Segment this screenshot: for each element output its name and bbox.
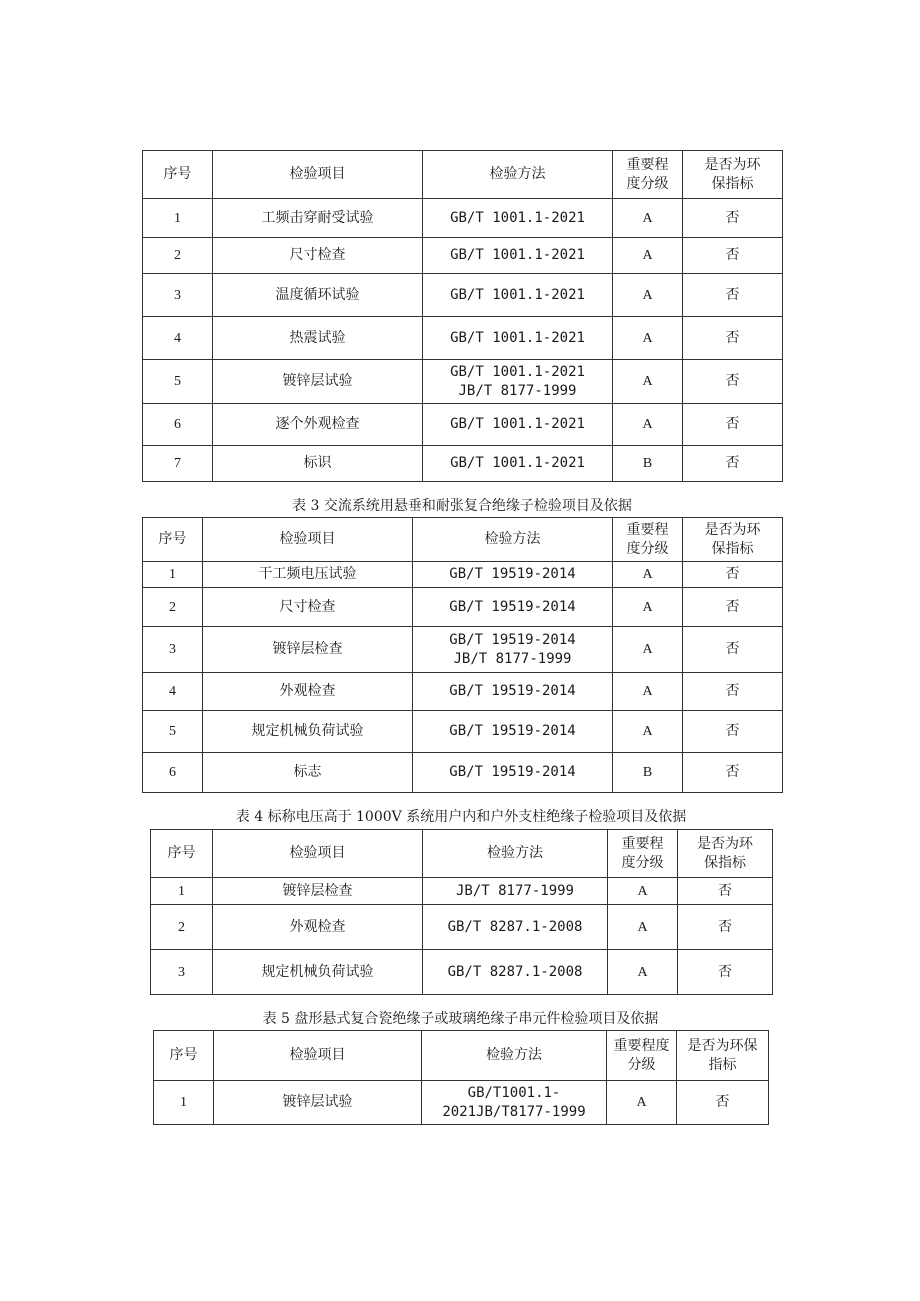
cell-method: JB/T 8177-1999 bbox=[423, 878, 608, 905]
header-importance: 重要程度 分级 bbox=[607, 1031, 677, 1081]
table-row bbox=[143, 317, 783, 360]
header-item: 检验项目 bbox=[213, 830, 423, 878]
cell-env: 否 bbox=[683, 238, 783, 274]
table-row bbox=[143, 238, 783, 274]
header-item: 检验项目 bbox=[203, 518, 413, 562]
cell-seq: 3 bbox=[143, 274, 213, 317]
header-importance: 重要程 度分级 bbox=[613, 518, 683, 562]
cell-env: 否 bbox=[683, 673, 783, 711]
table-header-row bbox=[143, 518, 783, 562]
cell-grade: A bbox=[613, 360, 683, 404]
cell-item: 热震试验 bbox=[213, 317, 423, 360]
cell-seq: 6 bbox=[143, 404, 213, 446]
cell-grade: A bbox=[613, 199, 683, 238]
cell-seq: 1 bbox=[151, 878, 213, 905]
cell-seq: 2 bbox=[143, 588, 203, 627]
table-5-caption: 表 5 盘形悬式复合瓷绝缘子或玻璃绝缘子串元件检验项目及依据 bbox=[262, 1011, 659, 1027]
cell-method: GB/T1001.1- 2021JB/T8177-1999 bbox=[422, 1081, 607, 1125]
inspection-table-3 bbox=[142, 517, 783, 793]
cell-seq: 2 bbox=[151, 905, 213, 950]
cell-seq: 3 bbox=[143, 627, 203, 673]
cell-method: GB/T 8287.1-2008 bbox=[423, 905, 608, 950]
cell-seq: 7 bbox=[143, 446, 213, 482]
table-row bbox=[143, 360, 783, 404]
cell-method: GB/T 19519-2014 bbox=[413, 711, 613, 753]
cell-grade: B bbox=[613, 446, 683, 482]
cell-grade: A bbox=[613, 627, 683, 673]
table-row bbox=[151, 878, 773, 905]
header-env: 是否为环 保指标 bbox=[683, 518, 783, 562]
cell-method: GB/T 8287.1-2008 bbox=[423, 950, 608, 995]
cell-item: 标识 bbox=[213, 446, 423, 482]
cell-env: 否 bbox=[683, 404, 783, 446]
cell-seq: 6 bbox=[143, 753, 203, 793]
cell-item: 镀锌层试验 bbox=[213, 360, 423, 404]
cell-env: 否 bbox=[677, 1081, 769, 1125]
cell-seq: 4 bbox=[143, 317, 213, 360]
table-row bbox=[154, 1081, 769, 1125]
cell-method: GB/T 19519-2014 JB/T 8177-1999 bbox=[413, 627, 613, 673]
cell-env: 否 bbox=[683, 562, 783, 588]
inspection-table-5 bbox=[153, 1030, 769, 1125]
cell-grade: A bbox=[613, 562, 683, 588]
cell-grade: A bbox=[607, 1081, 677, 1125]
table-row bbox=[143, 446, 783, 482]
header-importance: 重要程 度分级 bbox=[613, 151, 683, 199]
cell-grade: A bbox=[608, 905, 678, 950]
cell-method: GB/T 19519-2014 bbox=[413, 562, 613, 588]
cell-method: GB/T 19519-2014 bbox=[413, 753, 613, 793]
cell-env: 否 bbox=[683, 753, 783, 793]
header-seq: 序号 bbox=[154, 1031, 214, 1081]
cell-seq: 1 bbox=[143, 199, 213, 238]
table-row bbox=[143, 274, 783, 317]
table-row bbox=[151, 905, 773, 950]
cell-grade: A bbox=[608, 878, 678, 905]
cell-method: GB/T 1001.1-2021 bbox=[423, 404, 613, 446]
cell-grade: B bbox=[613, 753, 683, 793]
cell-item: 规定机械负荷试验 bbox=[203, 711, 413, 753]
cell-env: 否 bbox=[683, 317, 783, 360]
header-seq: 序号 bbox=[151, 830, 213, 878]
cell-item: 外观检查 bbox=[203, 673, 413, 711]
cell-grade: A bbox=[613, 673, 683, 711]
table-3-caption: 表 3 交流系统用悬垂和耐张复合绝缘子检验项目及依据 bbox=[292, 498, 632, 514]
cell-seq: 2 bbox=[143, 238, 213, 274]
cell-env: 否 bbox=[683, 588, 783, 627]
table-row bbox=[143, 711, 783, 753]
table-row bbox=[143, 673, 783, 711]
cell-item: 外观检查 bbox=[213, 905, 423, 950]
cell-seq: 1 bbox=[154, 1081, 214, 1125]
cell-env: 否 bbox=[683, 360, 783, 404]
cell-env: 否 bbox=[683, 199, 783, 238]
table-row bbox=[151, 950, 773, 995]
cell-seq: 3 bbox=[151, 950, 213, 995]
cell-item: 镀锌层检查 bbox=[203, 627, 413, 673]
table-row bbox=[143, 753, 783, 793]
table-header-row bbox=[151, 830, 773, 878]
header-method: 检验方法 bbox=[413, 518, 613, 562]
cell-method: GB/T 1001.1-2021 JB/T 8177-1999 bbox=[423, 360, 613, 404]
cell-grade: A bbox=[613, 404, 683, 446]
header-seq: 序号 bbox=[143, 518, 203, 562]
cell-seq: 1 bbox=[143, 562, 203, 588]
cell-item: 温度循环试验 bbox=[213, 274, 423, 317]
cell-item: 干工频电压试验 bbox=[203, 562, 413, 588]
table-row bbox=[143, 627, 783, 673]
cell-grade: A bbox=[613, 238, 683, 274]
header-env: 是否为环保 指标 bbox=[677, 1031, 769, 1081]
cell-env: 否 bbox=[683, 711, 783, 753]
cell-seq: 5 bbox=[143, 360, 213, 404]
cell-item: 镀锌层检查 bbox=[213, 878, 423, 905]
cell-seq: 5 bbox=[143, 711, 203, 753]
header-method: 检验方法 bbox=[423, 830, 608, 878]
cell-env: 否 bbox=[678, 950, 773, 995]
cell-env: 否 bbox=[683, 274, 783, 317]
cell-method: GB/T 19519-2014 bbox=[413, 673, 613, 711]
cell-grade: A bbox=[608, 950, 678, 995]
cell-method: GB/T 1001.1-2021 bbox=[423, 317, 613, 360]
cell-item: 规定机械负荷试验 bbox=[213, 950, 423, 995]
cell-grade: A bbox=[613, 588, 683, 627]
cell-item: 逐个外观检查 bbox=[213, 404, 423, 446]
cell-item: 尺寸检查 bbox=[203, 588, 413, 627]
header-env: 是否为环 保指标 bbox=[678, 830, 773, 878]
table-row bbox=[143, 588, 783, 627]
header-seq: 序号 bbox=[143, 151, 213, 199]
header-env: 是否为环 保指标 bbox=[683, 151, 783, 199]
cell-item: 镀锌层试验 bbox=[214, 1081, 422, 1125]
cell-env: 否 bbox=[683, 627, 783, 673]
header-item: 检验项目 bbox=[214, 1031, 422, 1081]
table-header-row bbox=[143, 151, 783, 199]
header-importance: 重要程 度分级 bbox=[608, 830, 678, 878]
cell-env: 否 bbox=[678, 905, 773, 950]
table-row bbox=[143, 199, 783, 238]
header-method: 检验方法 bbox=[422, 1031, 607, 1081]
inspection-table-2 bbox=[142, 150, 783, 482]
cell-grade: A bbox=[613, 317, 683, 360]
cell-method: GB/T 19519-2014 bbox=[413, 588, 613, 627]
table-row bbox=[143, 562, 783, 588]
table-row bbox=[143, 404, 783, 446]
cell-item: 工频击穿耐受试验 bbox=[213, 199, 423, 238]
table-4-caption: 表 4 标称电压高于 1000V 系统用户内和户外支柱绝缘子检验项目及依据 bbox=[235, 809, 687, 825]
table-header-row bbox=[154, 1031, 769, 1081]
cell-grade: A bbox=[613, 274, 683, 317]
header-item: 检验项目 bbox=[213, 151, 423, 199]
cell-seq: 4 bbox=[143, 673, 203, 711]
cell-item: 尺寸检查 bbox=[213, 238, 423, 274]
header-method: 检验方法 bbox=[423, 151, 613, 199]
cell-method: GB/T 1001.1-2021 bbox=[423, 199, 613, 238]
cell-item: 标志 bbox=[203, 753, 413, 793]
cell-method: GB/T 1001.1-2021 bbox=[423, 274, 613, 317]
cell-method: GB/T 1001.1-2021 bbox=[423, 238, 613, 274]
cell-method: GB/T 1001.1-2021 bbox=[423, 446, 613, 482]
cell-grade: A bbox=[613, 711, 683, 753]
cell-env: 否 bbox=[678, 878, 773, 905]
cell-env: 否 bbox=[683, 446, 783, 482]
inspection-table-4 bbox=[150, 829, 773, 995]
